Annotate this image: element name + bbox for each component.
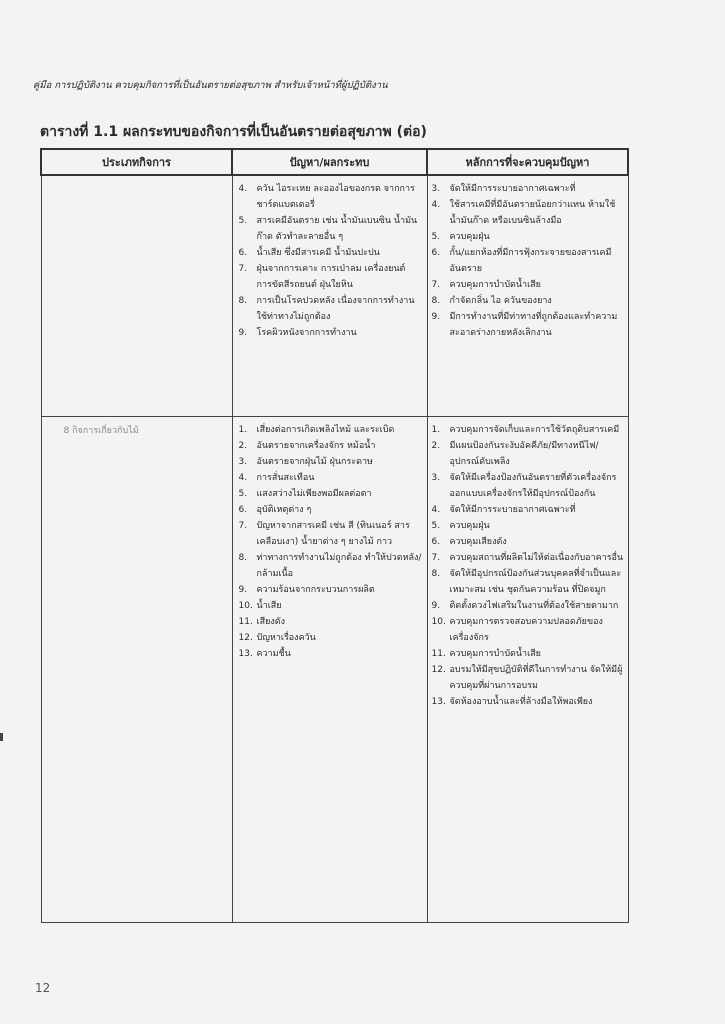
list-item — [239, 438, 427, 454]
numbered-list — [428, 417, 628, 710]
item-number: 7. — [238, 521, 248, 531]
item-text: อันตรายจากฝุ่นไม้ ฝุ่นกระดาษ — [256, 457, 373, 467]
item-number: 10. — [431, 617, 446, 627]
list-item — [432, 181, 628, 197]
item-number: 5. — [431, 232, 441, 242]
item-text: จัดให้มีการระบายอากาศเฉพาะที่ — [449, 505, 576, 515]
item-number: 13. — [431, 697, 446, 707]
list-item — [239, 325, 427, 341]
item-number: 13. — [238, 649, 253, 659]
item-number: 8. — [238, 296, 248, 306]
item-number: 10. — [238, 601, 253, 611]
list-item — [239, 181, 427, 213]
controls-cell — [427, 175, 628, 417]
list-item — [239, 486, 427, 502]
page-number: 12 — [35, 981, 51, 995]
item-text: กำจัดกลิ่น ไอ ควันของยาง — [449, 296, 552, 306]
item-text: ควัน ไอระเหย ละอองไอของกรด จากการชาร์ตแบตเตอรี่ — [256, 184, 415, 210]
list-item — [239, 422, 427, 438]
list-item — [432, 518, 628, 534]
list-item — [432, 422, 628, 438]
list-item — [239, 213, 427, 245]
item-text: เสียงดัง — [256, 617, 285, 627]
impact-table — [40, 148, 629, 923]
item-number: 12. — [238, 633, 253, 643]
category-cell — [41, 175, 232, 417]
item-number: 6. — [238, 248, 248, 258]
list-item — [432, 197, 628, 229]
item-text: ความร้อนจากกระบวนการผลิต — [256, 585, 375, 595]
list-item — [239, 614, 427, 630]
list-item — [432, 614, 628, 646]
list-item — [432, 245, 628, 277]
category-label: 8 กิจการเกี่ยวกับไม้ — [63, 426, 139, 436]
item-text: กั้น/แยกห้องที่มีการฟุ้งกระจายของสารเคมีอันตราย — [449, 248, 612, 274]
item-number: 4. — [238, 473, 248, 483]
item-text: ควบคุมการบำบัดน้ำเสีย — [449, 649, 541, 659]
item-number: 12. — [431, 665, 446, 675]
category-label — [42, 176, 232, 182]
item-number: 7. — [238, 264, 248, 274]
item-text: แสงสว่างไม่เพียงพอมีผลต่อตา — [256, 489, 372, 499]
item-text: มีการทำงานที่มีท่าทางที่ถูกต้องและทำความสะอาดร่างกายหลังเลิกงาน — [449, 312, 618, 338]
item-number: 2. — [431, 441, 441, 451]
item-text: โรคผิวหนังจากการทำงาน — [256, 328, 357, 338]
item-text: ปัญหาจากสารเคมี เช่น สี (ทินเนอร์ สารเคลือบเงา) น้ำยาต่าง ๆ ยางไม้ กาว — [256, 521, 410, 547]
item-number: 9. — [431, 312, 441, 322]
category-cell — [41, 417, 232, 923]
item-number: 5. — [238, 216, 248, 226]
item-number: 11. — [238, 617, 253, 627]
list-item — [432, 229, 628, 245]
item-number: 1. — [431, 425, 441, 435]
item-text: ควบคุมการตรวจสอบความปลอดภัยของเครื่องจักร — [449, 617, 603, 643]
item-text: อุบัติเหตุต่าง ๆ — [256, 505, 312, 515]
list-item — [432, 502, 628, 518]
item-text: การสั่นสะเทือน — [256, 473, 315, 483]
numbered-list — [233, 417, 427, 662]
item-number: 6. — [431, 248, 441, 258]
item-number: 4. — [431, 200, 441, 210]
item-text: การเป็นโรคปวดหลัง เนื่องจากการทำงานใช้ท่าทางไม่ถูกต้อง — [256, 296, 415, 322]
list-item — [432, 438, 628, 470]
list-item — [432, 566, 628, 598]
item-number: 4. — [431, 505, 441, 515]
item-number: 8. — [431, 569, 441, 579]
item-number: 5. — [238, 489, 248, 499]
item-number: 6. — [238, 505, 248, 515]
item-text: ควบคุมเสียงดัง — [449, 537, 507, 547]
item-text: น้ำเสีย — [256, 601, 282, 611]
problems-cell — [232, 417, 427, 923]
list-item — [432, 646, 628, 662]
item-text: ควบคุมฝุ่น — [449, 521, 490, 531]
item-text: เสี่ยงต่อการเกิดเพลิงไหม้ และระเบิด — [256, 425, 395, 435]
item-number: 9. — [238, 328, 248, 338]
list-item — [432, 309, 628, 341]
item-text: ติดตั้งดวงไฟเสริมในงานที่ต้องใช้สายตามาก — [449, 601, 619, 611]
item-number: 8. — [238, 553, 248, 563]
list-item — [432, 550, 628, 566]
item-text: สารเคมีอันตราย เช่น น้ำมันเบนซิน น้ำมันก๊าด ตัวทำละลายอื่น ๆ — [256, 216, 418, 242]
list-item — [432, 694, 628, 710]
item-number: 8. — [431, 296, 441, 306]
item-number: 11. — [431, 649, 446, 659]
item-text: ความชื้น — [256, 649, 291, 659]
item-text: อบรมให้มีสุขปฏิบัติที่ดีในการทำงาน จัดให้มีผู้ควบคุมที่ผ่านการอบรม — [449, 665, 623, 691]
table-row — [41, 175, 628, 417]
header-category: ประเภทกิจการ — [41, 149, 232, 175]
item-text: ท่าทางการทำงานไม่ถูกต้อง ทำให้ปวดหลัง/กล้ามเนื้อ — [256, 553, 422, 579]
list-item — [239, 454, 427, 470]
item-text: จัดให้มีการระบายอากาศเฉพาะที่ — [449, 184, 576, 194]
list-item — [239, 470, 427, 486]
running-header: คู่มือ การปฏิบัติงาน ควบคุมกิจการที่เป็นอันตรายต่อสุขภาพ สำหรับเจ้าหน้าที่ผู้ปฏิบัติงาน — [33, 80, 388, 91]
item-number: 9. — [431, 601, 441, 611]
list-item — [239, 646, 427, 662]
list-item — [432, 470, 628, 502]
item-text: จัดให้มีอุปกรณ์ป้องกันส่วนบุคคลที่จำเป็นและเหมาะสม เช่น ชุดกันความร้อน ที่ปิดจมูก — [449, 569, 622, 595]
list-item — [432, 662, 628, 694]
list-item — [432, 277, 628, 293]
item-text: ควบคุมฝุ่น — [449, 232, 490, 242]
list-item — [239, 245, 427, 261]
header-controls: หลักการที่จะควบคุมปัญหา — [427, 149, 628, 175]
item-text: ฝุ่นจากการเคาะ การเป่าลม เครื่องยนต์ การขัดสีรถยนต์ ฝุ่นใยหิน — [256, 264, 406, 290]
item-number: 6. — [431, 537, 441, 547]
item-number: 3. — [238, 457, 248, 467]
table-title: ตารางที่ 1.1 ผลกระทบของกิจการที่เป็นอันตรายต่อสุขภาพ (ต่อ) — [40, 124, 427, 140]
list-item — [239, 293, 427, 325]
item-text: มีแผนป้องกันระงับอัคคีภัย/มีทางหนีไฟ/อุปกรณ์ดับเพลิง — [449, 441, 599, 467]
item-text: อันตรายจากเครื่องจักร หม้อน้ำ — [256, 441, 376, 451]
list-item — [239, 261, 427, 293]
table-row — [41, 417, 628, 923]
item-text: จัดให้มีเครื่องป้องกันอันตรายที่ตัวเครื่องจักร ออกแบบเครื่องจักรให้มีอุปกรณ์ป้องกัน — [449, 473, 617, 499]
item-number: 4. — [238, 184, 248, 194]
item-number: 9. — [238, 585, 248, 595]
list-item — [239, 630, 427, 646]
item-number: 7. — [431, 553, 441, 563]
item-text: ควบคุมการบำบัดน้ำเสีย — [449, 280, 541, 290]
numbered-list — [428, 176, 628, 341]
list-item — [432, 534, 628, 550]
item-text: ใช้สารเคมีที่มีอันตรายน้อยกว่าแทน ห้ามใช้น้ำมันก๊าด หรือเบนซินล้างมือ — [449, 200, 616, 226]
list-item — [239, 518, 427, 550]
problems-cell — [232, 175, 427, 417]
list-item — [239, 502, 427, 518]
item-number: 5. — [431, 521, 441, 531]
numbered-list — [233, 176, 427, 341]
item-text: จัดห้องอาบน้ำและที่ล้างมือให้พอเพียง — [449, 697, 593, 707]
list-item — [432, 293, 628, 309]
item-number: 1. — [238, 425, 248, 435]
binder-hole-mark — [0, 733, 3, 741]
item-number: 3. — [431, 184, 441, 194]
list-item — [239, 550, 427, 582]
item-text: ปัญหาเรื่องควัน — [256, 633, 316, 643]
item-number: 3. — [431, 473, 441, 483]
list-item — [239, 582, 427, 598]
item-number: 2. — [238, 441, 248, 451]
item-text: ควบคุมสถานที่ผลิตไม่ให้ต่อเนื่องกับอาคารอื่น — [449, 553, 624, 563]
item-number: 7. — [431, 280, 441, 290]
item-text: น้ำเสีย ซึ่งมีสารเคมี น้ำมันปะปน — [256, 248, 380, 258]
list-item — [432, 598, 628, 614]
item-text: ควบคุมการจัดเก็บและการใช้วัตถุดิบสารเคมี — [449, 425, 620, 435]
header-problems: ปัญหา/ผลกระทบ — [232, 149, 427, 175]
controls-cell — [427, 417, 628, 923]
list-item — [239, 598, 427, 614]
